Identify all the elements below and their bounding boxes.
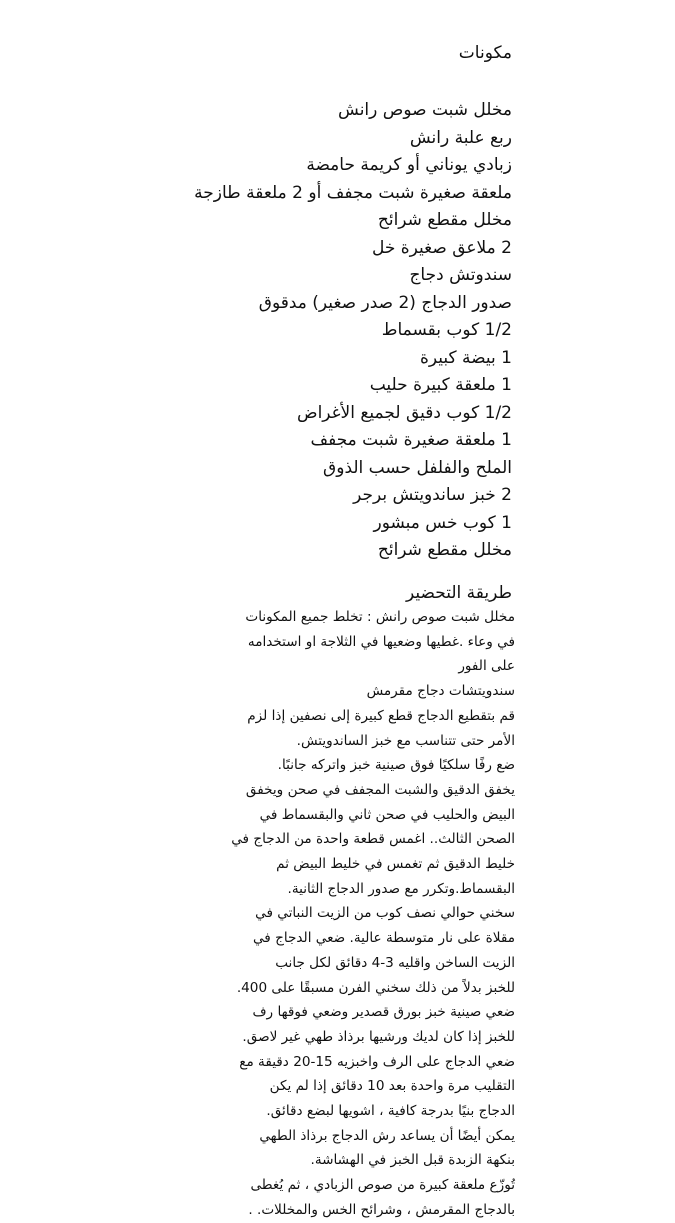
ingredient-item: 1 كوب خس مبشور [373,512,512,533]
ingredient-item: مخلل مقطع شرائح [377,540,512,560]
instruction-line: الأمر حتى تتناسب مع خبز الساندويتش. [296,732,515,749]
instruction-line: خليط الدقيق ثم تغمس في خليط البيض ثم [276,856,515,873]
instruction-line: تُوزّع ملعقة كبيرة من صوص الزبادي ، ثم يُغطى [250,1177,515,1194]
instruction-line: في وعاء .غطيها وضعيها في الثلاجة او استخدامه [247,633,515,650]
instruction-line: سخني حوالي نصف كوب من الزيت النباتي في [255,905,515,922]
instruction-line: يخفق الدقيق والشبت المجفف في صحن ويخفق [245,781,515,798]
ingredients-section [92,40,512,565]
instruction-line: ضعي الدجاج على الرف واخبزيه 15-20 دقيقة مع [239,1053,515,1070]
ingredient-item: سندوتش دجاج [409,265,512,285]
ingredient-item: ملعقة صغيرة شبت مجفف أو 2 ملعقة طازجة [194,182,512,203]
ingredient-item: مخلل مقطع شرائح [377,210,512,230]
ingredient-item: 1/2 كوب بقسماط [381,320,512,340]
instruction-line: التقليب مرة واحدة بعد 10 دقائق إذا لم يكن [269,1078,515,1095]
ingredient-item: 1 ملعقة كبيرة حليب [369,375,512,395]
instruction-line: مخلل شبت صوص رانش : تخلط جميع المكونات [245,609,515,625]
ingredient-item: 2 ملاعق صغيرة خل [371,237,512,258]
instruction-line: سندويتشات دجاج مقرمش [366,683,515,700]
instructions-heading-clipped [312,576,512,603]
instruction-line: ضع رفًا سلكيًا فوق صينية خبز واتركه جانبًا. [277,757,515,774]
instruction-line: للخبز إذا كان لديك ورشيها برذاذ طهي غير لاصق. [242,1028,515,1045]
ingredient-item: 1 ملعقة صغيرة شبت مجفف [310,430,512,450]
instructions-heading: طريقة التحضير [405,583,512,603]
instruction-line: مقلاة على نار متوسطة عالية. ضعي الدجاج في [252,930,515,947]
instruction-line: يمكن أيضًا أن يساعد رش الدجاج برذاذ الطهي [259,1127,515,1144]
ingredients-list [92,97,512,565]
ingredient-item: 2 خبز ساندويتش برجر [353,485,512,505]
instruction-line: للخبز بدلاً من ذلك سخني الفرن مسبقًا على 400. [236,979,515,996]
ingredient-item: زبادي يوناني أو كريمة حامضة [306,155,512,175]
ingredient-item: 1 بيضة كبيرة [420,347,512,368]
ingredients-title: مكونات [458,43,512,63]
instruction-line: قم بتقطيع الدجاج قطع كبيرة إلى نصفين إذا لزم [247,707,515,724]
instruction-line: البقسماط.وتكرر مع صدور الدجاج الثانية. [287,880,515,897]
ingredient-item: صدور الدجاج (2 صدر صغير) مدقوق [258,292,512,313]
instruction-line: بالدجاج المقرمش ، وشرائح الخس والمخللات. . [248,1201,515,1218]
instruction-line: بنكهة الزبدة قبل الخبز في الهشاشة. [310,1152,515,1169]
instruction-line: الزيت الساخن واقليه 3-4 دقائق لكل جانب [275,954,515,971]
instruction-line: الصحن الثالث.. اغمس قطعة واحدة من الدجاج في [231,831,515,848]
instruction-line: البيض والحليب في صحن ثاني والبقسماط في [259,806,515,823]
instruction-line: على الفور [458,658,515,675]
instructions-section [175,605,515,1223]
ingredient-item: الملح والفلفل حسب الذوق [323,457,512,478]
ingredient-item: مخلل شبت صوص رانش [338,100,512,120]
ingredient-item: ربع علبة رانش [409,127,512,148]
instruction-line: ضعي صينية خبز بورق قصدير وضعي فوقها رف [252,1004,515,1021]
ingredient-item: 1/2 كوب دقيق لجميع الأغراض [297,402,512,423]
instruction-line: الدجاج بنيًا بدرجة كافية ، اشويها لبضع دقائق. [266,1103,515,1120]
